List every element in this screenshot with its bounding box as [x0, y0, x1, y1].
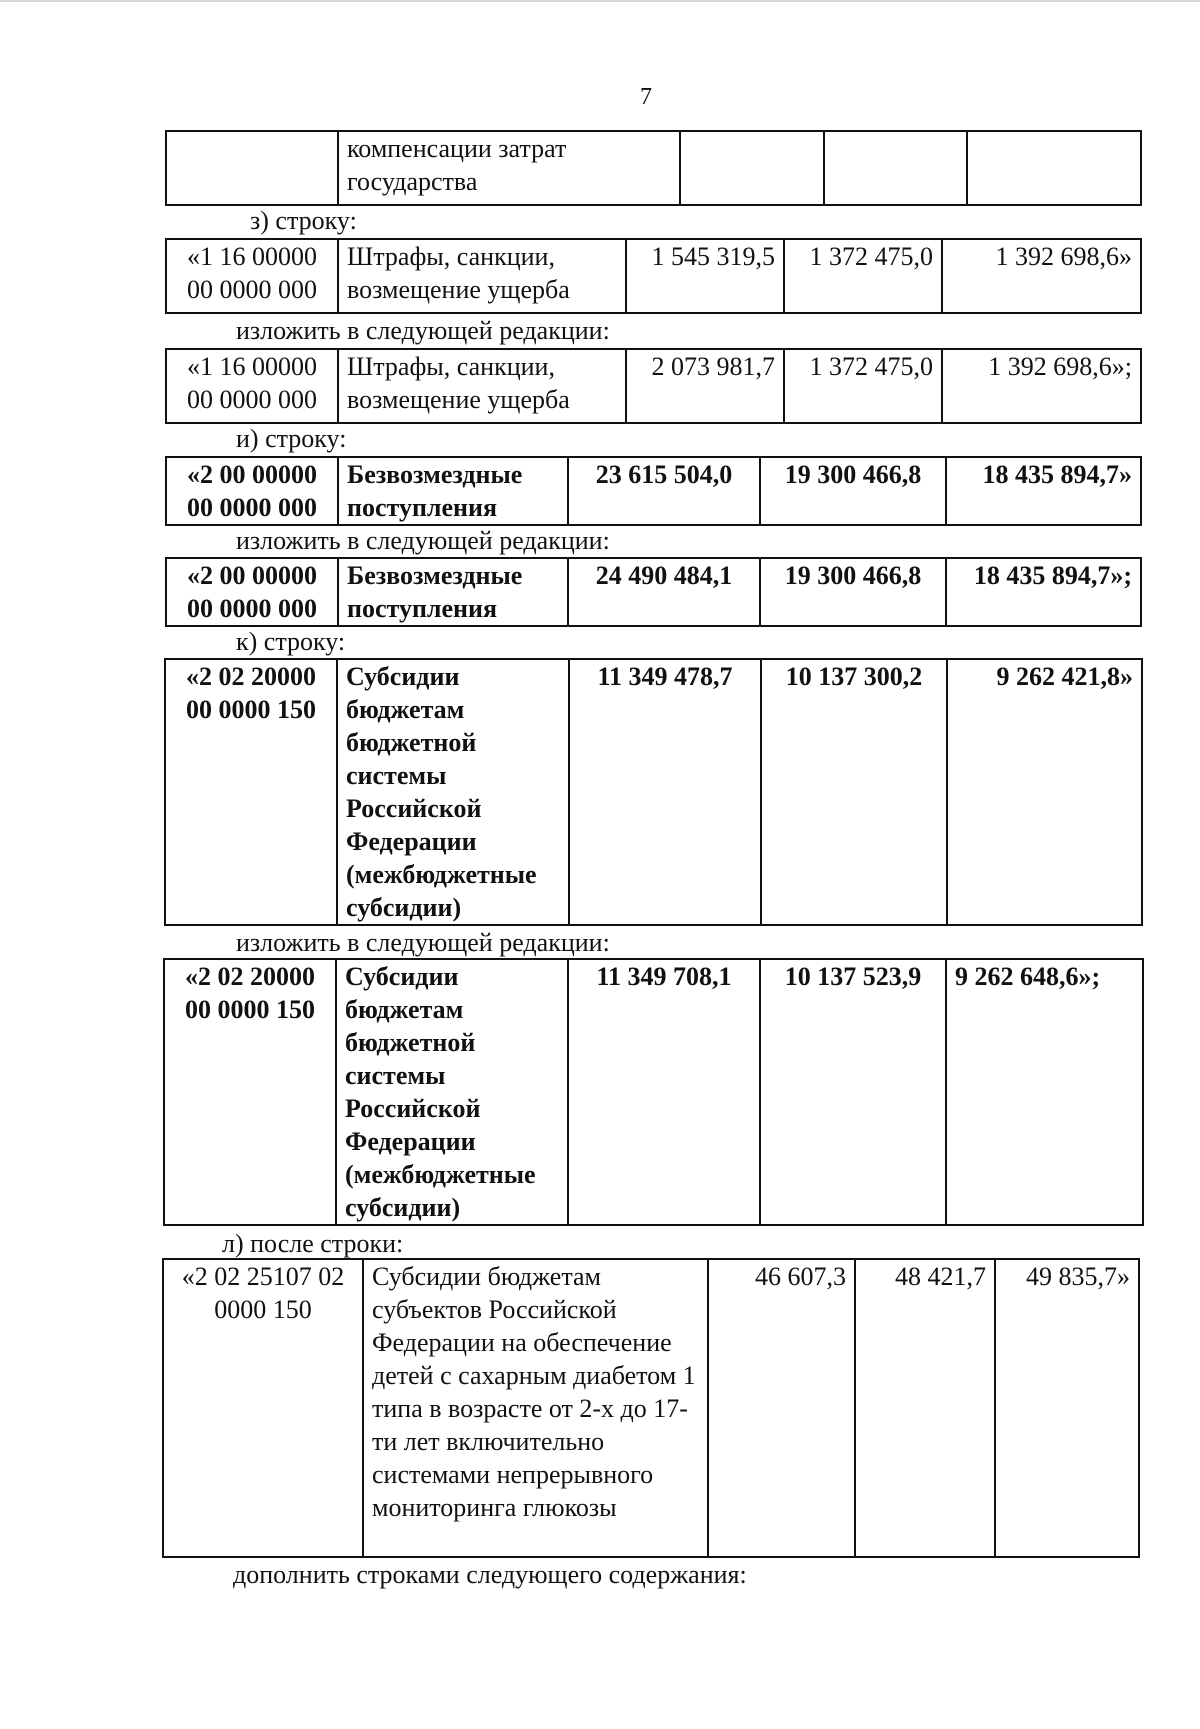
- value-cell: 18 435 894,7»;: [946, 558, 1141, 626]
- edit-label: изложить в следующей редакции:: [236, 316, 610, 345]
- value-cell: 24 490 484,1: [568, 558, 760, 626]
- name-cell: Штрафы, санкции, возмещение ущерба: [338, 239, 626, 313]
- name-cell: Субсидии бюджетам бюджетной системы Российской Федерации (межбюджетные субсидии): [336, 959, 568, 1225]
- page-number: 7: [640, 84, 652, 110]
- value-cell: 46 607,3: [708, 1259, 855, 1557]
- table-row: [166, 239, 1141, 313]
- name-cell: компенсации затрат государства: [338, 131, 680, 205]
- table-row: [166, 131, 1141, 205]
- value-cell: 11 349 478,7: [569, 659, 761, 925]
- value-cell: [824, 131, 967, 205]
- code-cell: «1 16 00000 00 0000 000: [166, 349, 338, 423]
- section-label-k: к) строку:: [236, 627, 346, 656]
- value-cell: 9 262 648,6»;: [946, 959, 1143, 1225]
- code-cell: «2 02 20000 00 0000 150: [164, 959, 336, 1225]
- value-cell: 1 372 475,0: [784, 239, 942, 313]
- table-row: [164, 959, 1143, 1225]
- table-l: [162, 1258, 1140, 1558]
- table-i-new: [165, 557, 1142, 627]
- name-cell: Субсидии бюджетам бюджетной системы Российской Федерации (межбюджетные субсидии): [337, 659, 569, 925]
- name-cell: Штрафы, санкции, возмещение ущерба: [338, 349, 626, 423]
- value-cell: 1 372 475,0: [784, 349, 942, 423]
- value-cell: 49 835,7»: [995, 1259, 1139, 1557]
- value-cell: 10 137 523,9: [760, 959, 946, 1225]
- value-cell: 23 615 504,0: [568, 457, 760, 525]
- name-cell: Безвозмездные поступления: [338, 558, 568, 626]
- table-row: [166, 558, 1141, 626]
- code-cell: «2 02 25107 02 0000 150: [163, 1259, 363, 1557]
- table-k-new: [163, 958, 1144, 1226]
- value-cell: 19 300 466,8: [760, 457, 946, 525]
- code-cell: «2 02 20000 00 0000 150: [165, 659, 337, 925]
- code-cell: [166, 131, 338, 205]
- value-cell: [967, 131, 1141, 205]
- value-cell: 11 349 708,1: [568, 959, 760, 1225]
- edit-label: изложить в следующей редакции:: [236, 928, 610, 957]
- value-cell: [680, 131, 824, 205]
- value-cell: 1 392 698,6»;: [942, 349, 1141, 423]
- table-row: [163, 1259, 1139, 1557]
- page-top-edge: [0, 0, 1200, 2]
- code-cell: «2 00 00000 00 0000 000: [166, 558, 338, 626]
- value-cell: 1 392 698,6»: [942, 239, 1141, 313]
- value-cell: 18 435 894,7»: [946, 457, 1141, 525]
- edit-label: изложить в следующей редакции:: [236, 526, 610, 555]
- name-cell: Субсидии бюджетам субъектов Российской Федерации на обеспечение детей с сахарным диабетом 1 типа в возрасте от 2-х до 17-ти лет включительно системами непрерывного мониторинга глюкозы: [363, 1259, 708, 1557]
- value-cell: 1 545 319,5: [626, 239, 784, 313]
- value-cell: 9 262 421,8»: [947, 659, 1142, 925]
- table-row: [166, 457, 1141, 525]
- table-i-old: [165, 456, 1142, 526]
- table-k-old: [164, 658, 1143, 926]
- value-cell: 48 421,7: [855, 1259, 995, 1557]
- table-row: [166, 349, 1141, 423]
- section-label-z: з) строку:: [250, 206, 357, 235]
- code-cell: «1 16 00000 00 0000 000: [166, 239, 338, 313]
- table-continuation: [165, 130, 1142, 206]
- value-cell: 10 137 300,2: [761, 659, 947, 925]
- name-cell: Безвозмездные поступления: [338, 457, 568, 525]
- value-cell: 19 300 466,8: [760, 558, 946, 626]
- code-cell: «2 00 00000 00 0000 000: [166, 457, 338, 525]
- table-z-old: [165, 238, 1142, 314]
- closing-text: дополнить строками следующего содержания:: [233, 1560, 747, 1589]
- section-label-l: л) после строки:: [222, 1229, 404, 1258]
- value-cell: 2 073 981,7: [626, 349, 784, 423]
- section-label-i: и) строку:: [236, 424, 347, 453]
- table-row: [165, 659, 1142, 925]
- table-z-new: [165, 348, 1142, 424]
